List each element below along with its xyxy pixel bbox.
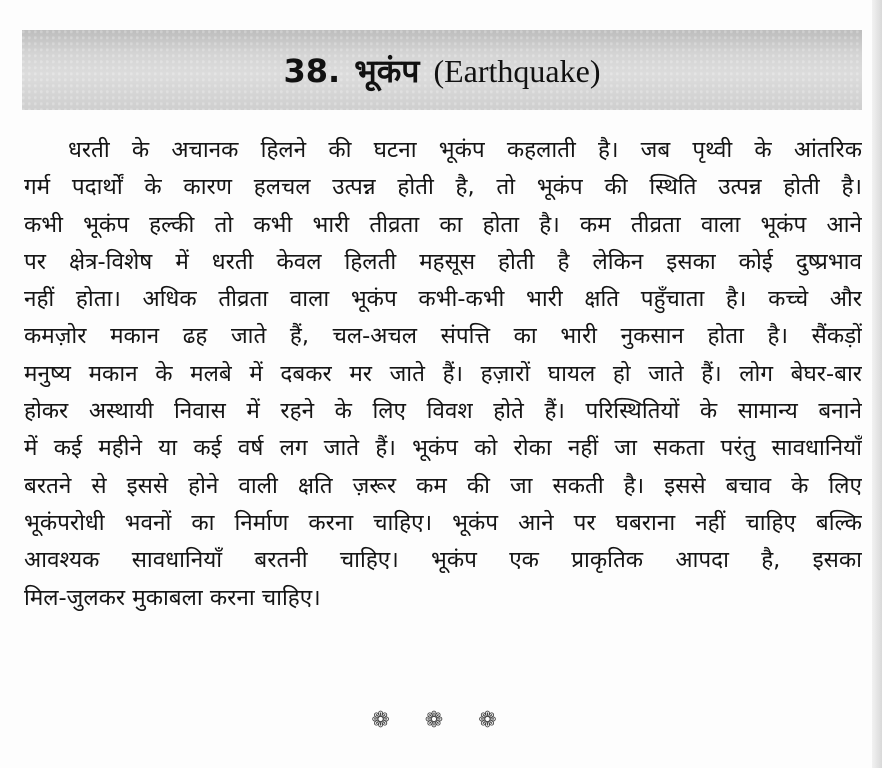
paragraph-line: होकर अस्थायी निवास में रहने के लिए विवश होते हैं। परिस्थितियों के सामान्य बनाने [24, 398, 862, 425]
title-banner [22, 30, 862, 110]
paragraph-line: धरती के अचानक हिलने की घटना भूकंप कहलाती है। जब पृथ्वी के आंतरिक [68, 137, 862, 163]
page-edge-shadow [872, 0, 882, 768]
paragraph-line: नहीं होता। अधिक तीव्रता वाला भूकंप कभी-कभी भारी क्षति पहुँचाता है। कच्चे और [24, 286, 862, 313]
title-number: 38. [283, 51, 341, 90]
paragraph-line: में कई महीने या कई वर्ष लग जाते हैं। भूकंप को रोका नहीं जा सकता परंतु सावधानियाँ [24, 435, 862, 462]
paragraph-line: गर्म पदार्थों के कारण हलचल उत्पन्न होती है, तो भूकंप की स्थिति उत्पन्न होती है। [24, 174, 862, 201]
page-title [284, 49, 601, 92]
essay-paragraph [24, 132, 862, 617]
paragraph-line: कमज़ोर मकान ढह जाते हैं, चल-अचल संपत्ति का भारी नुकसान होता है। सैंकड़ों [24, 323, 862, 350]
paragraph-line: कभी भूकंप हल्की तो कभी भारी तीव्रता का होता है। कम तीव्रता वाला भूकंप आने [24, 211, 862, 238]
paragraph-line: बरतने से इससे होने वाली क्षति ज़रूर कम की जा सकती है। इससे बचाव के लिए [24, 472, 862, 499]
paragraph-line: पर क्षेत्र-विशेष में धरती केवल हिलती महसूस होती है लेकिन इसका कोई दुष्प्रभाव [24, 248, 862, 275]
paragraph-line: मिल-जुलकर मुकाबला करना चाहिए। [24, 584, 321, 611]
flower-ornament-icon: ❁ [371, 708, 404, 733]
title-english: (Earthquake) [433, 52, 601, 89]
end-ornaments [0, 708, 882, 733]
flower-ornament-icon: ❁ [478, 708, 511, 733]
paragraph-line: मनुष्य मकान के मलबे में दबकर मर जाते हैं। हज़ारों घायल हो जाते हैं। लोग बेघर-बार [24, 360, 862, 387]
paragraph-line: भूकंपरोधी भवनों का निर्माण करना चाहिए। भूकंप आने पर घबराना नहीं चाहिए बल्कि [24, 509, 862, 536]
paragraph-line: आवश्यक सावधानियाँ बरतनी चाहिए। भूकंप एक प्राकृतिक आपदा है, इसका [24, 547, 862, 574]
title-hindi: भूकंप [354, 51, 420, 90]
flower-ornament-icon: ❁ [424, 708, 458, 733]
